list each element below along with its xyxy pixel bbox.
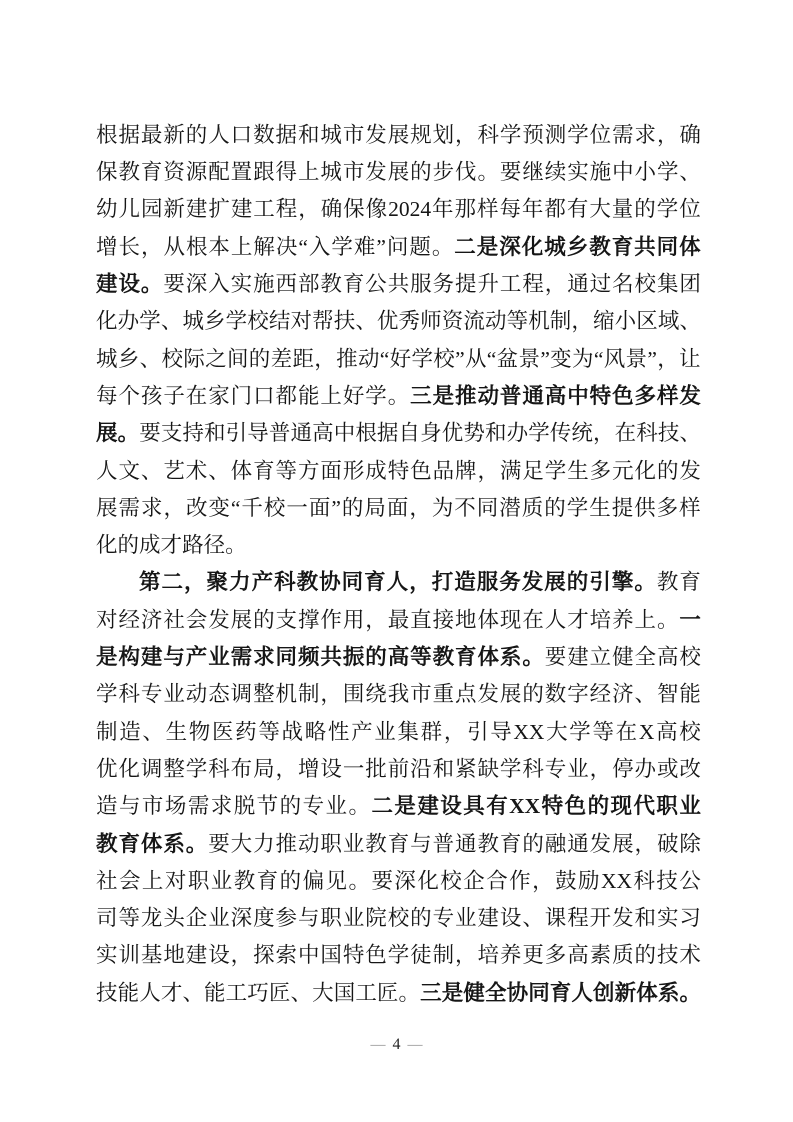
text-line: 学 科 专 业 动 态 调 整 机 制 ， 围 绕 我 市 重 点 发 展 的 数 字 经 济 、 智 能 [96,682,701,707]
footer-dash-left: — [370,1036,386,1053]
paragraph [96,117,701,565]
text-line: 实 训 基 地 建 设 ， 探 索 中 国 特 色 学 徒 制 ， 培 养 更 多 高 素 质 的 技 术 [96,943,701,968]
text-line: 制 造 、 生 物 医 药 等 战 略 性 产 业 集 群 ， 引 导 XX 大 学 等 在 X 高 校 [96,719,701,744]
text-line: 第 二 ， 聚 力 产 科 教 协 同 育 人 ， 打 造 服 务 发 展 的 引 擎 。 教 育 [139,570,701,595]
page-footer [0,1036,793,1054]
text-line: 对 经 济 社 会 发 展 的 支 撑 作 用 ， 最 直 接 地 体 现 在 人 才 培 养 上 。 一 [96,607,701,632]
page-number: 4 [392,1036,401,1053]
text-line: 建 设 。 要 深 入 实 施 西 部 教 育 公 共 服 务 提 升 工 程 ， 通 过 名 校 集 团 [96,272,701,297]
paragraph [96,565,701,1013]
text-line: 优 化 调 整 学 科 布 局 ， 增 设 一 批 前 沿 和 紧 缺 学 科 专 业 ， 停 办 或 改 [96,756,701,781]
text-line: 幼 儿 园 新 建 扩 建 工 程 ， 确 保 像 2024 年 那 样 每 年 都 有 大 量 的 学 位 [96,197,701,222]
text-line: 造 与 市 场 需 求 脱 节 的 专 业 。 二 是 建 设 具 有 XX 特 色 的 现 代 职 业 [96,794,701,819]
text-line: 展 需 求 ， 改 变 “ 千 校 一 面 ” 的 局 面 ， 为 不 同 潜 质 的 学 生 提 供 多 样 [96,495,701,520]
text-line: 每 个 孩 子 在 家 门 口 都 能 上 好 学 。 三 是 推 动 普 通 高 中 特 色 多 样 发 [96,383,701,408]
footer-dash-right: — [407,1036,423,1053]
text-line: 人 文 、 艺 术 、 体 育 等 方 面 形 成 特 色 品 牌 ， 满 足 学 生 多 元 化 的 发 [96,458,701,483]
text-line: 根 据 最 新 的 人 口 数 据 和 城 市 发 展 规 划 ， 科 学 预 测 学 位 需 求 ， 确 [96,122,701,147]
text-line: 技 能 人 才 、 能 工 巧 匠 、 大 国 工 匠 。 三 是 健 全 协 同 育 人 创 新 体 系 。 [96,980,701,1005]
text-line: 司 等 龙 头 企 业 深 度 参 与 职 业 院 校 的 专 业 建 设 、 课 程 开 发 和 实 习 [96,906,701,931]
text-line: 社 会 上 对 职 业 教 育 的 偏 见 。 要 深 化 校 企 合 作 ， 鼓 励 XX 科 技 公 [96,868,701,893]
text-line: 教 育 体 系 。 要 大 力 推 动 职 业 教 育 与 普 通 教 育 的 融 通 发 展 ， 破 除 [96,831,701,856]
text-line: 化 的 成 才 路 径 。 [96,533,247,558]
text-line: 是 构 建 与 产 业 需 求 同 频 共 振 的 高 等 教 育 体 系 。 要 建 立 健 全 高 校 [96,645,701,670]
text-line: 化 办 学 、 城 乡 学 校 结 对 帮 扶 、 优 秀 师 资 流 动 等 机 制 ， 缩 小 区 域 、 [96,309,701,334]
text-line: 增 长 ， 从 根 本 上 解 决 “ 入 学 难 ” 问 题 。 二 是 深 化 城 乡 教 育 共 同 体 [96,234,701,259]
body-text [96,117,701,1012]
text-line: 保 教 育 资 源 配 置 跟 得 上 城 市 发 展 的 步 伐 。 要 继 续 实 施 中 小 学 、 [96,160,701,185]
text-line: 城 乡 、 校 际 之 间 的 差 距 ， 推 动 “ 好 学 校 ” 从 “ 盆 景 ” 变 为 “ 风 景 ” ， 让 [96,346,701,371]
text-line: 展 。 要 支 持 和 引 导 普 通 高 中 根 据 自 身 优 势 和 办 学 传 统 ， 在 科 技 、 [96,421,701,446]
